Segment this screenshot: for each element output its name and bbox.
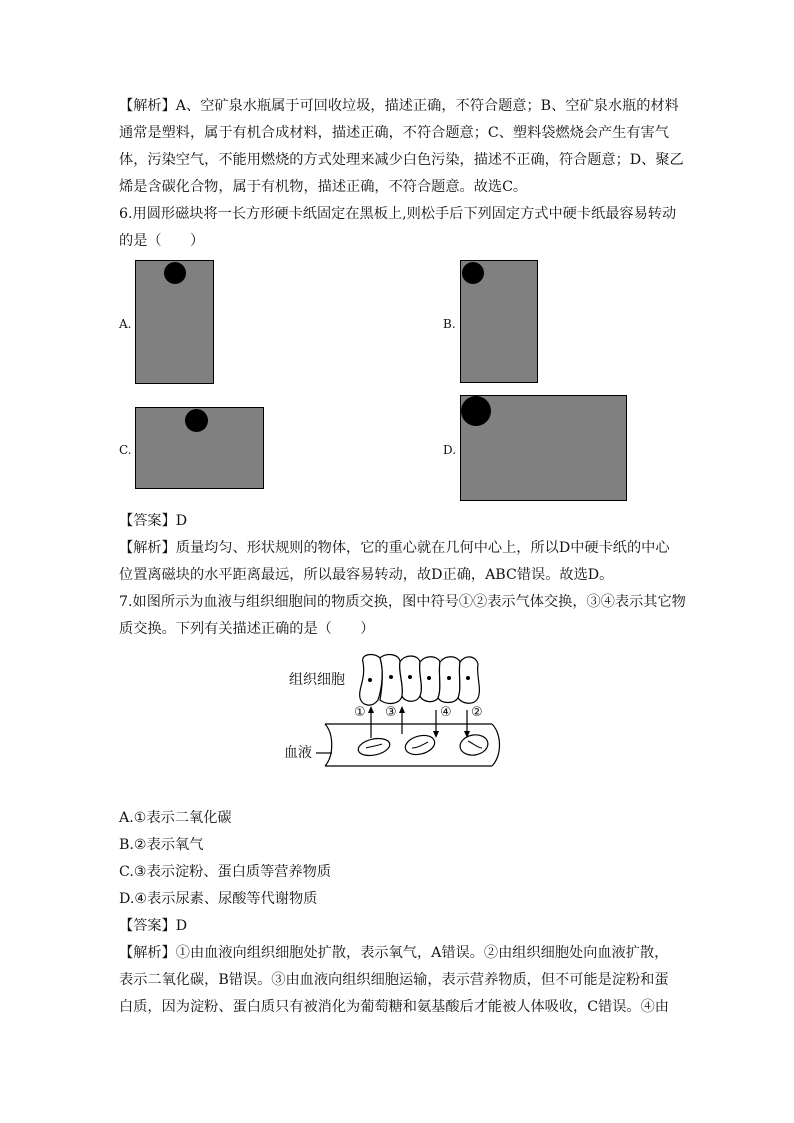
option-c: C.③表示淀粉、蛋白质等营养物质	[119, 864, 332, 880]
option-label: D.	[443, 443, 457, 457]
text-line: 通常是塑料，属于有机合成材料，描述正确，不符合题意；C、塑料袋燃烧会产生有害气	[119, 125, 669, 141]
marker-3: ③	[385, 705, 397, 720]
question-stem: 质交换。下列有关描述正确的是（ ）	[119, 621, 375, 637]
option-b: B.②表示氧气	[119, 837, 204, 853]
question-stem: 7.如图所示为血液与组织细胞间的物质交换，图中符号①②表示气体交换，③④表示其它物	[119, 594, 686, 610]
text-line: 位置离磁块的水平距离最远，所以最容易转动，故D正确，ABC错误。故选D。	[119, 567, 614, 583]
text-line: 【解析】①由血液向组织细胞处扩散，表示氧气，A错误。②由组织细胞处向血液扩散，	[119, 945, 669, 961]
text-line: 【解析】质量均匀、形状规则的物体，它的重心就在几何中心上，所以D中硬卡纸的中心	[119, 540, 670, 556]
question-stem: 6.用圆形磁块将一长方形硬卡纸固定在黑板上,则松手后下列固定方式中硬卡纸最容易转动	[119, 206, 677, 222]
magnet	[164, 262, 186, 284]
text-line: 表示二氧化碳，B错误。③由血液向组织细胞运输，表示营养物质，但不可能是淀粉和蛋	[119, 972, 669, 988]
tissue-cell-label: 组织细胞	[289, 672, 345, 688]
option-label: A.	[119, 317, 132, 331]
tissue-cells	[360, 655, 480, 706]
marker-1: ①	[354, 705, 366, 720]
blood-tissue-diagram	[270, 650, 530, 770]
blood-label: 血液	[284, 745, 312, 761]
text-line: 体，污染空气，不能用燃烧的方式处理来减少白色污染，描述不正确，符合题意；D、聚乙	[119, 152, 684, 168]
magnet	[462, 262, 484, 284]
text-line: 白质，因为淀粉、蛋白质只有被消化为葡萄糖和氨基酸后才能被人体吸收，C错误。④由	[119, 999, 669, 1015]
marker-2: ②	[471, 705, 483, 720]
option-d: D.④表示尿素、尿酸等代谢物质	[119, 891, 318, 907]
text-line: 【解析】A、空矿泉水瓶属于可回收垃圾，描述正确，不符合题意；B、空矿泉水瓶的材料	[119, 98, 679, 114]
answer: 【答案】D	[119, 513, 188, 529]
magnet	[461, 396, 491, 426]
answer: 【答案】D	[119, 918, 188, 934]
marker-4: ④	[440, 705, 452, 720]
question-stem: 的是（ ）	[119, 233, 205, 249]
option-a: A.①表示二氧化碳	[119, 810, 232, 826]
option-label: B.	[443, 317, 456, 331]
text-line: 烯是含碳化合物，属于有机物，描述正确，不符合题意。故选C。	[119, 179, 528, 195]
option-label: C.	[119, 443, 132, 457]
magnet	[185, 409, 208, 432]
arrow-heads	[368, 706, 470, 738]
